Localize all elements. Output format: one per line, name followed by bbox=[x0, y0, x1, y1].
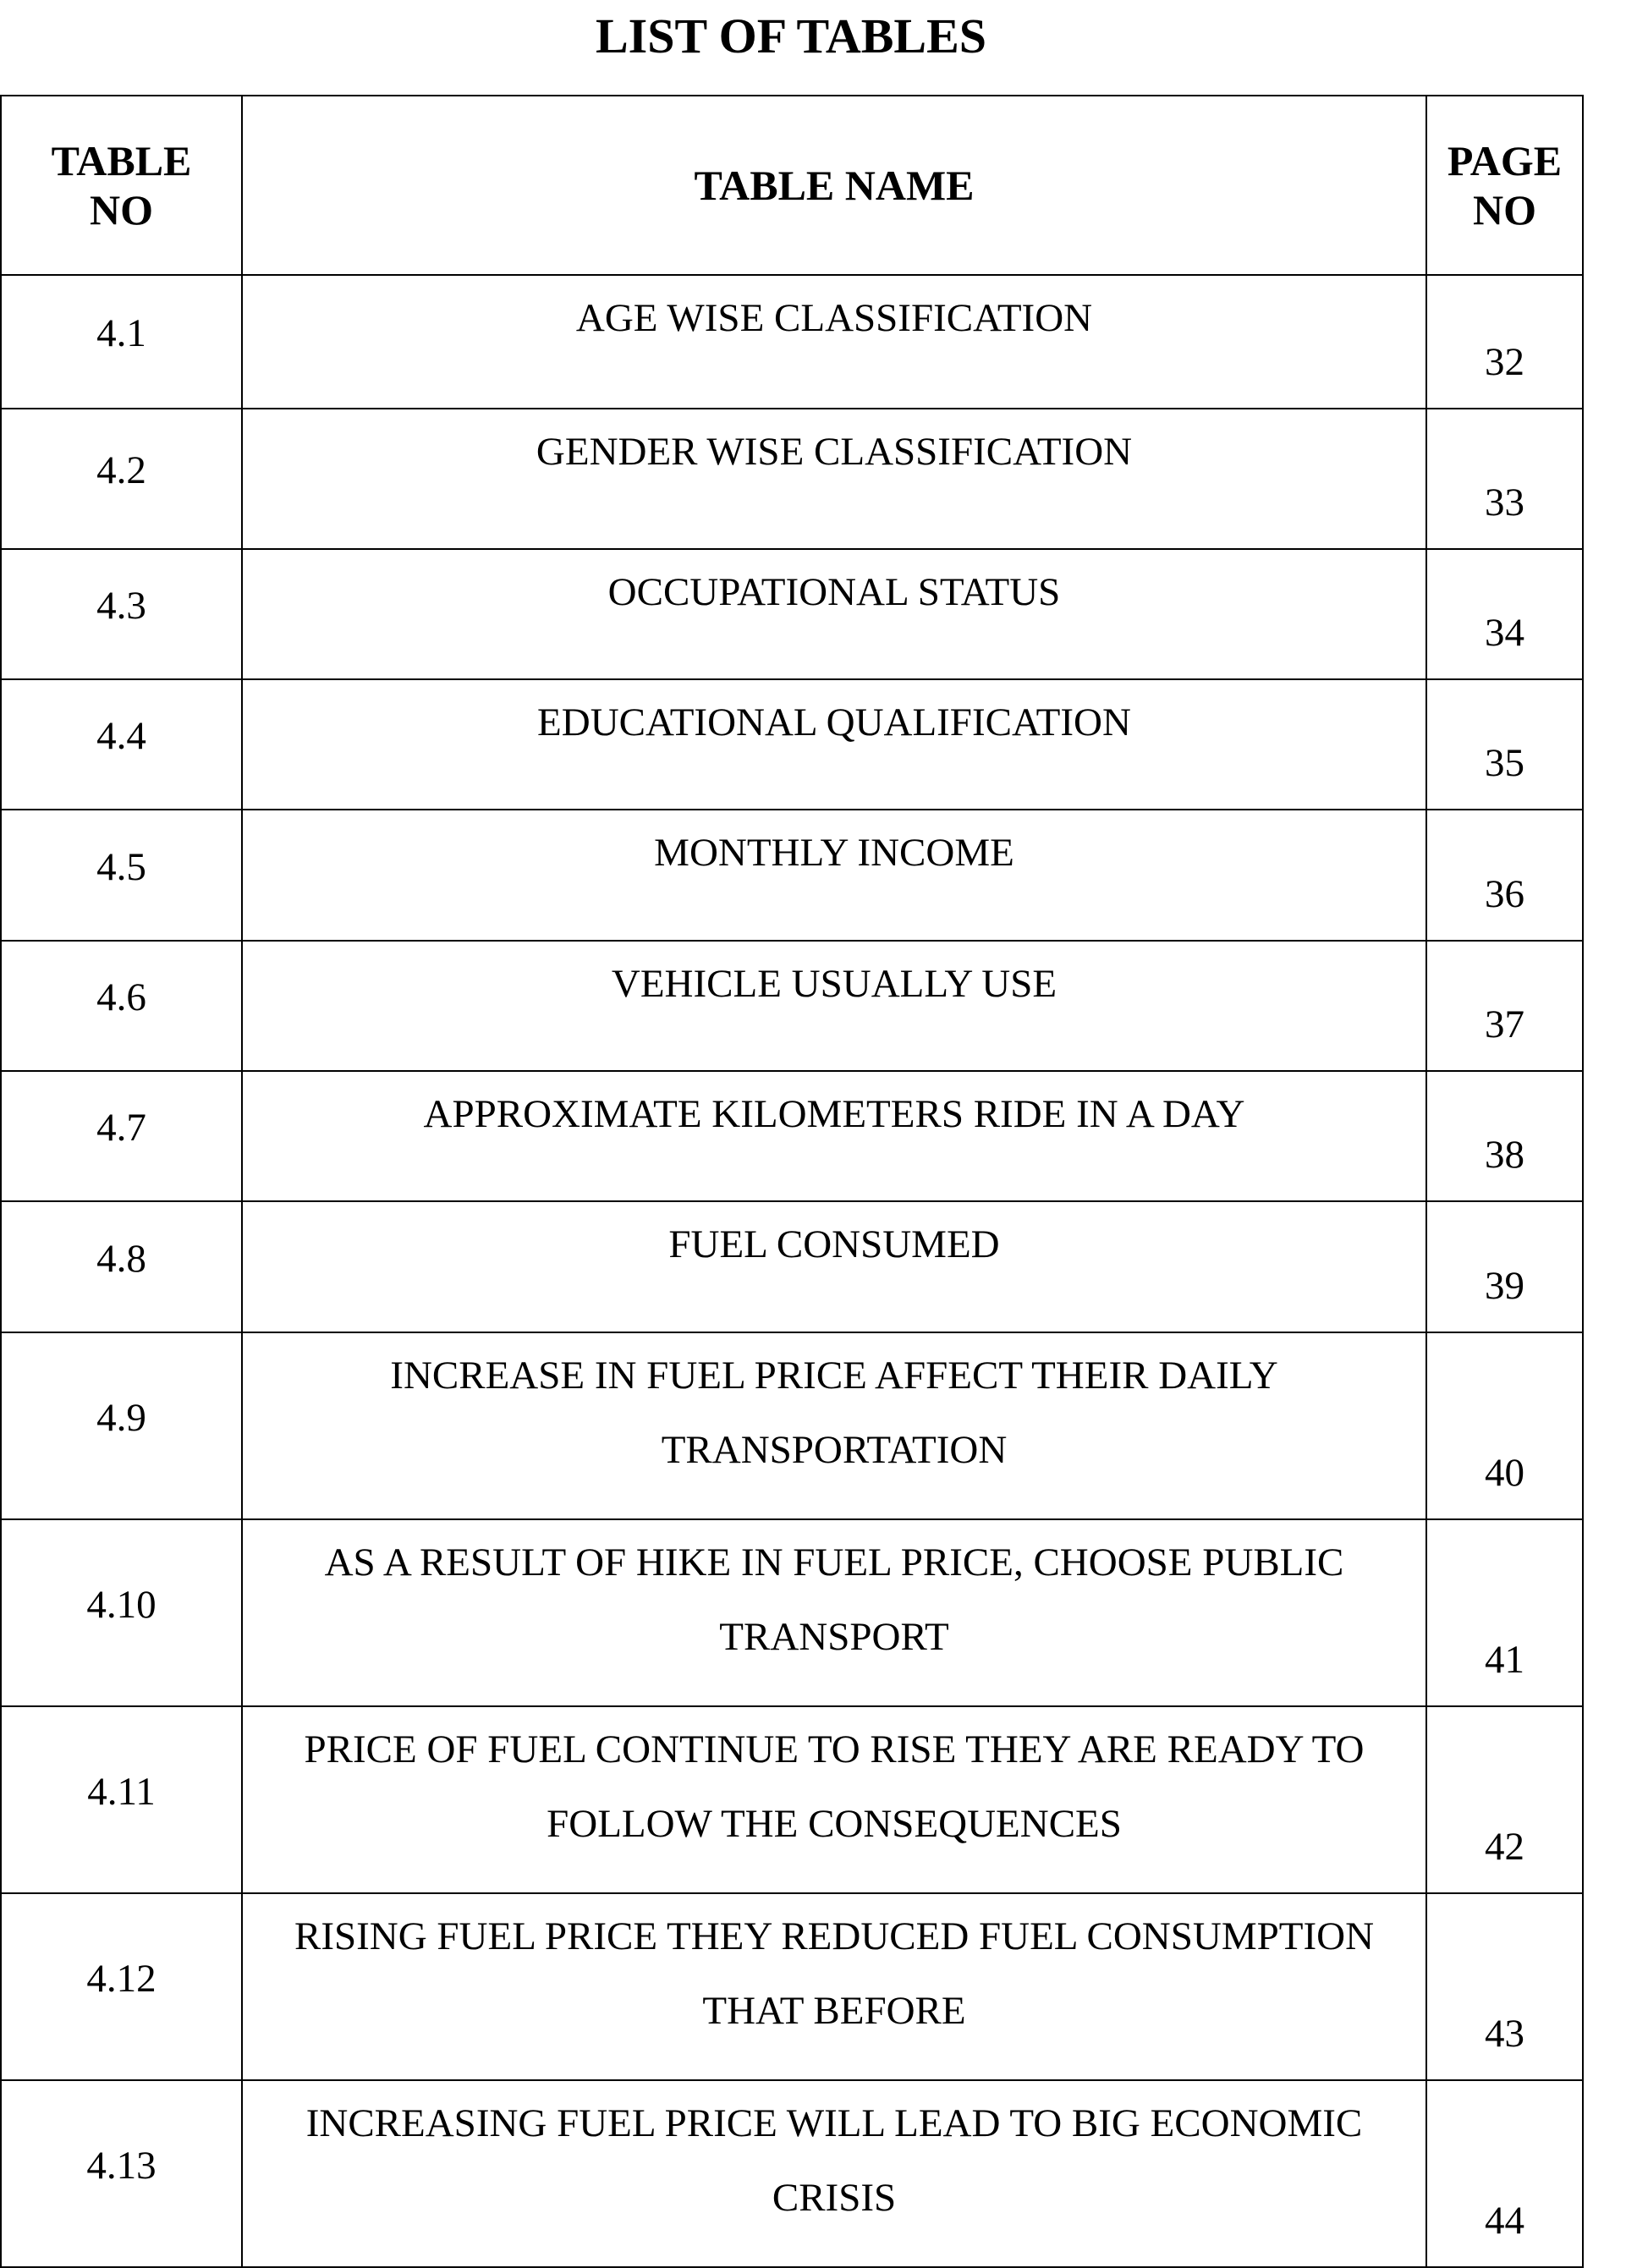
table-row bbox=[1, 1332, 1583, 1519]
column-header-page-no-line2: NO bbox=[1473, 186, 1536, 233]
table-name-cell: EDUCATIONAL QUALIFICATION bbox=[242, 679, 1426, 810]
table-number-cell: 4.11 bbox=[1, 1706, 242, 1893]
column-header-table-no-line2: NO bbox=[90, 186, 153, 233]
table-name-cell: RISING FUEL PRICE THEY REDUCED FUEL CONSUMPTION THAT BEFORE bbox=[242, 1893, 1426, 2080]
column-header-table-no bbox=[1, 96, 242, 275]
column-header-table-name: TABLE NAME bbox=[242, 96, 1426, 275]
table-number-cell: 4.9 bbox=[1, 1332, 242, 1519]
table-row bbox=[1, 679, 1583, 810]
page-number-cell: 43 bbox=[1426, 1893, 1583, 2080]
table-row bbox=[1, 810, 1583, 941]
table-name-cell: PRICE OF FUEL CONTINUE TO RISE THEY ARE READY TO FOLLOW THE CONSEQUENCES bbox=[242, 1706, 1426, 1893]
table-row bbox=[1, 941, 1583, 1071]
column-header-table-no-line1: TABLE bbox=[51, 137, 192, 184]
page-number-cell: 44 bbox=[1426, 2080, 1583, 2267]
table-number-cell: 4.5 bbox=[1, 810, 242, 941]
table-name-cell: INCREASING FUEL PRICE WILL LEAD TO BIG ECONOMIC CRISIS bbox=[242, 2080, 1426, 2267]
table-row bbox=[1, 1893, 1583, 2080]
table-number-cell: 4.6 bbox=[1, 941, 242, 1071]
page-number-cell: 32 bbox=[1426, 275, 1583, 409]
page-number-cell: 42 bbox=[1426, 1706, 1583, 1893]
page-number-cell: 38 bbox=[1426, 1071, 1583, 1201]
table-name-cell: INCREASE IN FUEL PRICE AFFECT THEIR DAILY TRANSPORTATION bbox=[242, 1332, 1426, 1519]
table-name-cell: VEHICLE USUALLY USE bbox=[242, 941, 1426, 1071]
table-name-cell: AGE WISE CLASSIFICATION bbox=[242, 275, 1426, 409]
table-number-cell: 4.3 bbox=[1, 549, 242, 679]
table-number-cell: 4.2 bbox=[1, 409, 242, 549]
table-name-cell: FUEL CONSUMED bbox=[242, 1201, 1426, 1332]
table-row bbox=[1, 1201, 1583, 1332]
page-number-cell: 40 bbox=[1426, 1332, 1583, 1519]
list-of-tables bbox=[0, 95, 1584, 2268]
table-number-cell: 4.4 bbox=[1, 679, 242, 810]
table-row bbox=[1, 1071, 1583, 1201]
page-number-cell: 39 bbox=[1426, 1201, 1583, 1332]
table-row bbox=[1, 409, 1583, 549]
page-number-cell: 35 bbox=[1426, 679, 1583, 810]
page-title: LIST OF TABLES bbox=[595, 8, 987, 63]
table-row bbox=[1, 2080, 1583, 2267]
column-header-page-no-line1: PAGE bbox=[1447, 137, 1563, 184]
table-row bbox=[1, 275, 1583, 409]
table-number-cell: 4.7 bbox=[1, 1071, 242, 1201]
table-name-cell: OCCUPATIONAL STATUS bbox=[242, 549, 1426, 679]
table-number-cell: 4.1 bbox=[1, 275, 242, 409]
table-number-cell: 4.12 bbox=[1, 1893, 242, 2080]
table-name-cell: APPROXIMATE KILOMETERS RIDE IN A DAY bbox=[242, 1071, 1426, 1201]
table-name-cell: MONTHLY INCOME bbox=[242, 810, 1426, 941]
table-header-row bbox=[1, 96, 1583, 275]
page-number-cell: 36 bbox=[1426, 810, 1583, 941]
table-row bbox=[1, 1519, 1583, 1706]
page-number-cell: 37 bbox=[1426, 941, 1583, 1071]
page-number-cell: 34 bbox=[1426, 549, 1583, 679]
table-row bbox=[1, 1706, 1583, 1893]
table-number-cell: 4.8 bbox=[1, 1201, 242, 1332]
table-name-cell: AS A RESULT OF HIKE IN FUEL PRICE, CHOOSE PUBLIC TRANSPORT bbox=[242, 1519, 1426, 1706]
page-number-cell: 41 bbox=[1426, 1519, 1583, 1706]
page-number-cell: 33 bbox=[1426, 409, 1583, 549]
table-row bbox=[1, 549, 1583, 679]
table-number-cell: 4.13 bbox=[1, 2080, 242, 2267]
column-header-page-no bbox=[1426, 96, 1583, 275]
table-name-cell: GENDER WISE CLASSIFICATION bbox=[242, 409, 1426, 549]
table-number-cell: 4.10 bbox=[1, 1519, 242, 1706]
